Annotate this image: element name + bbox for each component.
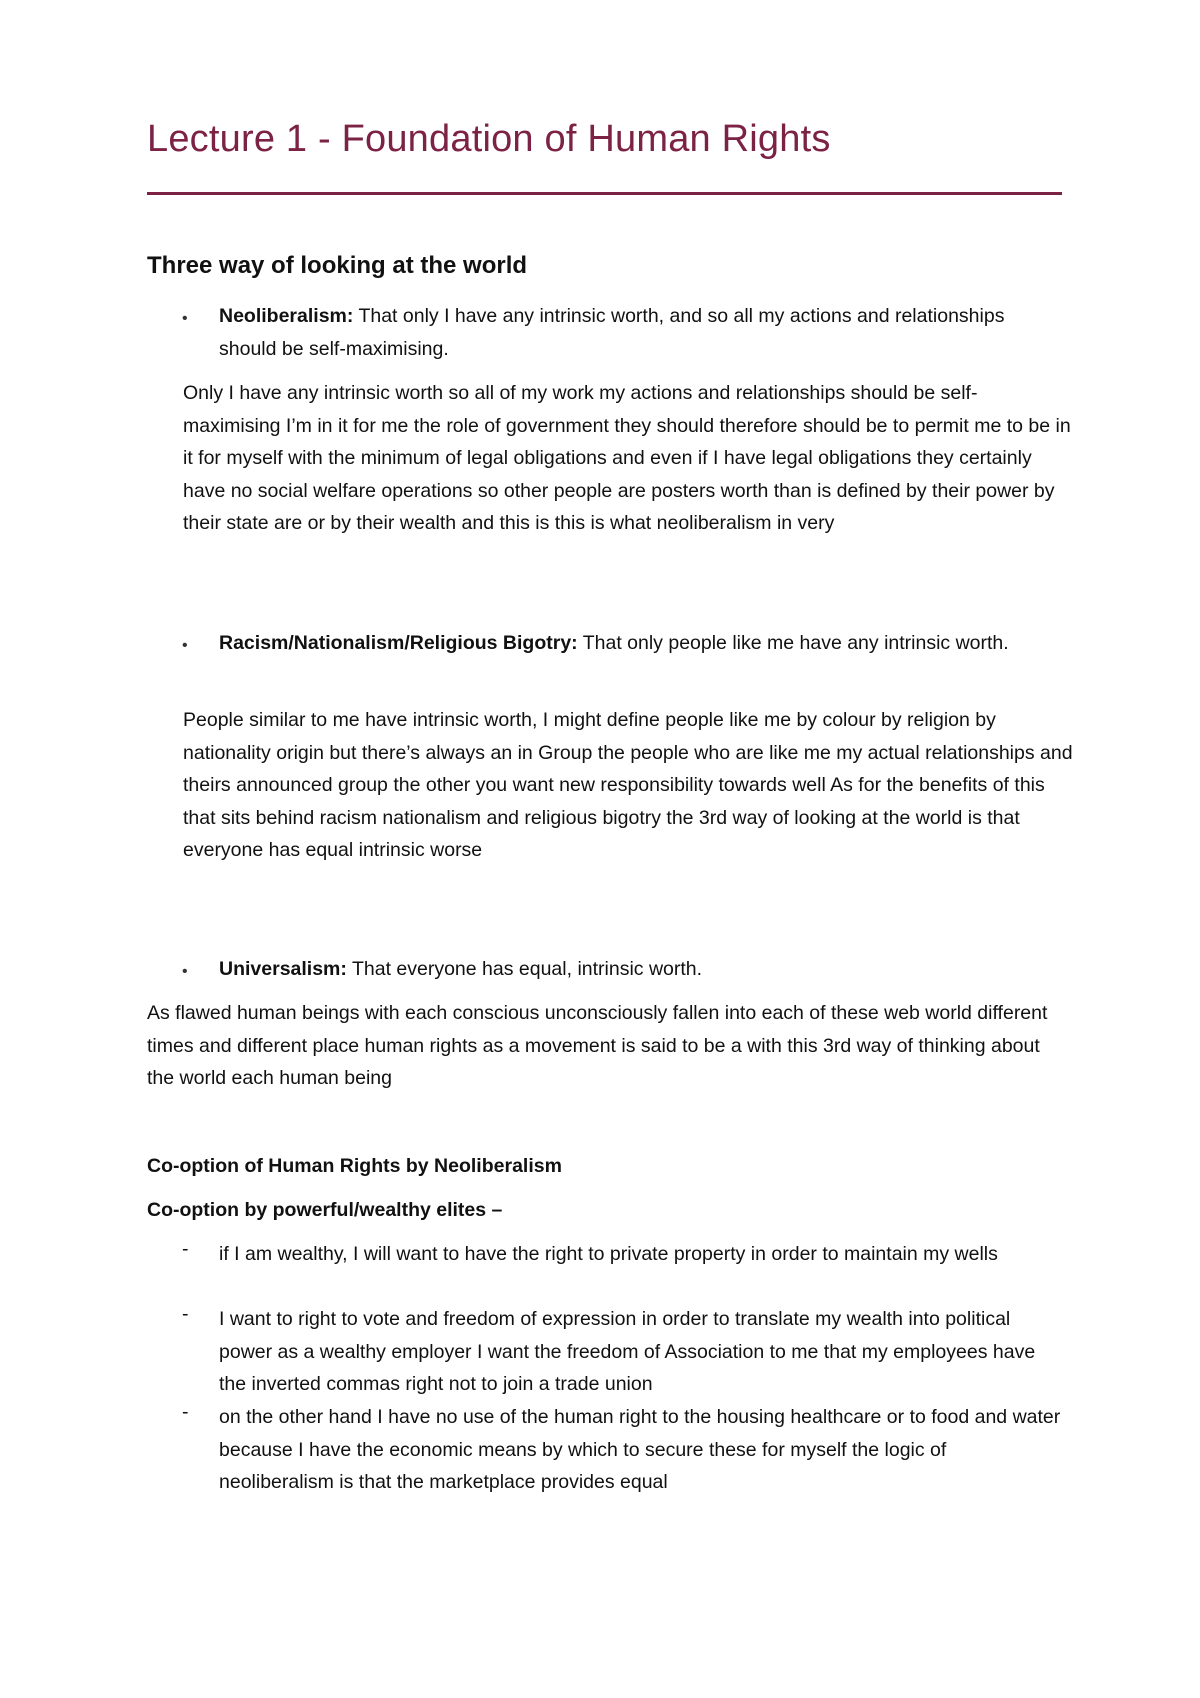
term-definition: That only I have any intrinsic worth, and so all my actions and relationships should be self-maximising. xyxy=(219,305,1005,360)
cooption-subheading: Co-option by powerful/wealthy elites – xyxy=(147,1199,503,1221)
list-item-universalism xyxy=(219,953,1049,986)
term-definition: That everyone has equal, intrinsic worth. xyxy=(346,958,703,980)
title-underline xyxy=(147,192,1062,195)
term-label: Racism/Nationalism/Religious Bigotry: xyxy=(219,632,578,654)
list-item-neoliberalism xyxy=(219,300,1049,365)
bullet-icon: • xyxy=(182,963,188,980)
cooption-point: I want to right to vote and freedom of expression in order to translate my wealth into political power as a wealthy employer I want the freedom of Association to me that my employees have the inverted commas right not to join a trade union xyxy=(219,1308,1036,1395)
dash-marker: - xyxy=(182,1401,189,1423)
notes-paragraph: Only I have any intrinsic worth so all of my work my actions and relationships should be self-maximising I’m in it for me the role of government they should therefore should be to permit me to be in it for myself with the minimum of legal obligations and even if I have legal obligations they certainly have no social welfare operations so other people are posters worth than is defined by their power by their state are or by their wealth and this is this is what neoliberalism in very xyxy=(183,382,1071,534)
notes-paragraph: As flawed human beings with each conscious unconsciously fallen into each of these web world different times and different place human rights as a movement is said to be a with this 3rd way of thinking about the world each human being xyxy=(147,1002,1048,1089)
term-label: Neoliberalism: xyxy=(219,305,354,327)
bullet-icon: • xyxy=(182,310,188,327)
term-definition: That only people like me have any intrinsic worth. xyxy=(577,632,1009,654)
section-heading: Three way of looking at the world xyxy=(147,252,528,279)
term-label: Universalism: xyxy=(219,958,347,980)
cooption-point: if I am wealthy, I will want to have the right to private property in order to maintain my wells xyxy=(219,1243,998,1265)
notes-paragraph: People similar to me have intrinsic worth, I might define people like me by colour by religion by nationality origin but there’s always an in Group the people who are like me my actual relationships and theirs announced group the other you want new responsibility towards well As for the benefits of this that sits behind racism nationalism and religious bigotry the 3rd way of looking at the world is that everyone has equal intrinsic worse xyxy=(183,709,1073,861)
dash-marker: - xyxy=(182,1303,189,1325)
list-item-racism xyxy=(219,627,1049,660)
dash-marker: - xyxy=(182,1238,189,1260)
bullet-icon: • xyxy=(182,637,188,654)
cooption-heading: Co-option of Human Rights by Neoliberalism xyxy=(147,1155,562,1177)
page-title: Lecture 1 - Foundation of Human Rights xyxy=(147,118,831,160)
cooption-point: on the other hand I have no use of the human right to the housing healthcare or to food and water because I have the economic means by which to secure these for myself the logic of neoliberalism is that the marketplace provides equal xyxy=(219,1406,1061,1493)
